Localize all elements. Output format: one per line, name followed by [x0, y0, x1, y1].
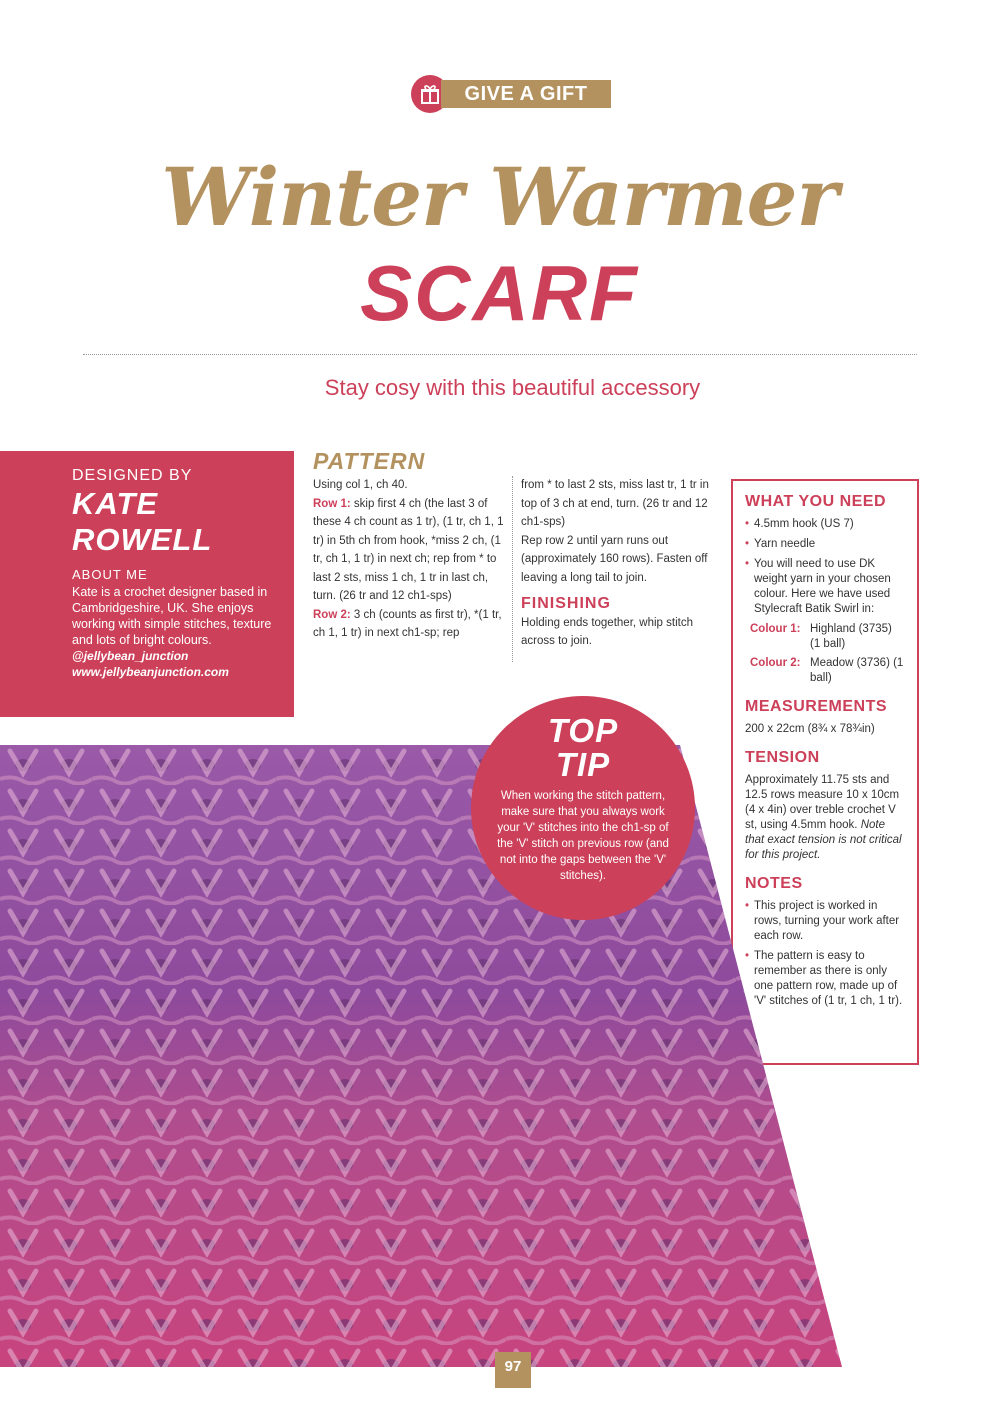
needs-list [745, 517, 905, 617]
colour-1-label: Colour 1: [750, 623, 801, 635]
page-title: SCARF [360, 249, 639, 337]
top-tip-text: When working the stitch pattern, make sure that you always work your 'V' stitches into the ch1-sp of the 'V' stitch on previous row (and not into the gaps between the 'V' stitches). [497, 790, 669, 882]
row-1-text: skip first 4 ch (the last 3 of these 4 ch count as 1 tr), (1 tr, ch 1, 1 tr) in 5th ch from hook, *miss 2 ch, (1 tr, ch 1, 1 tr) in next ch; rep from * to last 2 sts, miss 1 ch, 1 tr in last ch, turn. (26 tr and 12 ch1-sps) [313, 497, 504, 602]
repeat-text: Rep row 2 until yarn runs out (approximately 160 rows). Fasten off leaving a long tail to join. [521, 534, 708, 584]
page-number: 97 [495, 1352, 531, 1388]
column-divider [512, 476, 513, 662]
subtitle: Stay cosy with this beautiful accessory [324, 375, 701, 400]
designer-handle: @jellybean_junction [72, 649, 189, 663]
finishing-heading: FINISHING [521, 595, 611, 612]
list-item: • Yarn needle [745, 537, 905, 552]
pattern-intro: Using col 1, ch 40. [313, 479, 408, 491]
top-tip-heading-line-1: TOP [547, 712, 619, 749]
tension-body: Approximately 11.75 sts and 12.5 rows measure 10 x 10cm (4 x 4in) over treble crochet V st, using 4.5mm hook. [745, 774, 900, 831]
badge-label: GIVE A GIFT [441, 80, 611, 108]
tension-note: Note that exact tension is not critical for this project. [745, 819, 902, 861]
pattern-column-2 [521, 476, 713, 651]
tension-heading: TENSION [745, 749, 820, 766]
colour-2-label: Colour 2: [750, 657, 801, 669]
section-badge [411, 75, 611, 113]
designer-website: www.jellybeanjunction.com [72, 665, 229, 679]
list-item: • This project is worked in rows, turning your work after each row. [745, 899, 905, 944]
top-tip-heading-line-2: TIP [555, 746, 611, 783]
top-tip-circle [471, 696, 695, 920]
colour-1 [745, 622, 905, 652]
list-item: • The pattern is easy to remember as there is only one pattern row, made up of 'V' stitches of (1 tr, 1 ch, 1 tr). [745, 949, 905, 1009]
measurements-heading: MEASUREMENTS [745, 698, 888, 715]
scarf-photo [0, 745, 842, 1367]
pattern-heading: PATTERN [313, 448, 426, 474]
designer-name-last: ROWELL [72, 522, 213, 557]
row-2-text: 3 ch (counts as first tr), *(1 tr, ch 1, 1 tr) in next ch1-sp; rep [313, 608, 502, 639]
designer-name-first: KATE [72, 486, 159, 521]
pattern-column-1 [313, 476, 505, 643]
designed-by-label: DESIGNED BY [72, 467, 193, 484]
list-item: • 4.5mm hook (US 7) [745, 517, 905, 532]
row-2-continued: from * to last 2 sts, miss last tr, 1 tr in top of 3 ch at end, turn. (26 tr and 12 ch1-sps) [521, 479, 709, 528]
colour-2 [745, 656, 905, 686]
what-you-need-heading: WHAT YOU NEED [745, 493, 887, 510]
about-me-label: ABOUT ME [72, 567, 148, 582]
divider [83, 354, 917, 355]
list-item: • You will need to use DK weight yarn in your chosen colour. Here we have used Stylecraft Batik Swirl in: [745, 557, 905, 617]
designer-box [0, 451, 294, 717]
notes-heading: NOTES [745, 875, 803, 892]
about-text: Kate is a crochet designer based in Cambridgeshire, UK. She enjoys working with simple stitches, texture and lots of bright colours. [72, 585, 272, 647]
title-script: Winter Warmer [161, 150, 838, 244]
pattern-row-2 [313, 606, 505, 643]
measurements-text: 200 x 22cm (8¾ x 78¾in) [745, 723, 875, 735]
top-tip-heading [471, 714, 695, 782]
finishing-text: Holding ends together, whip stitch across to join. [521, 616, 693, 647]
colour-1-value: Highland (3735) (1 ball) [810, 623, 892, 650]
row-1-label: Row 1: [313, 497, 351, 510]
pattern-row-1 [313, 495, 505, 606]
colour-2-value: Meadow (3736) (1 ball) [810, 657, 904, 684]
row-2-label: Row 2: [313, 608, 351, 621]
